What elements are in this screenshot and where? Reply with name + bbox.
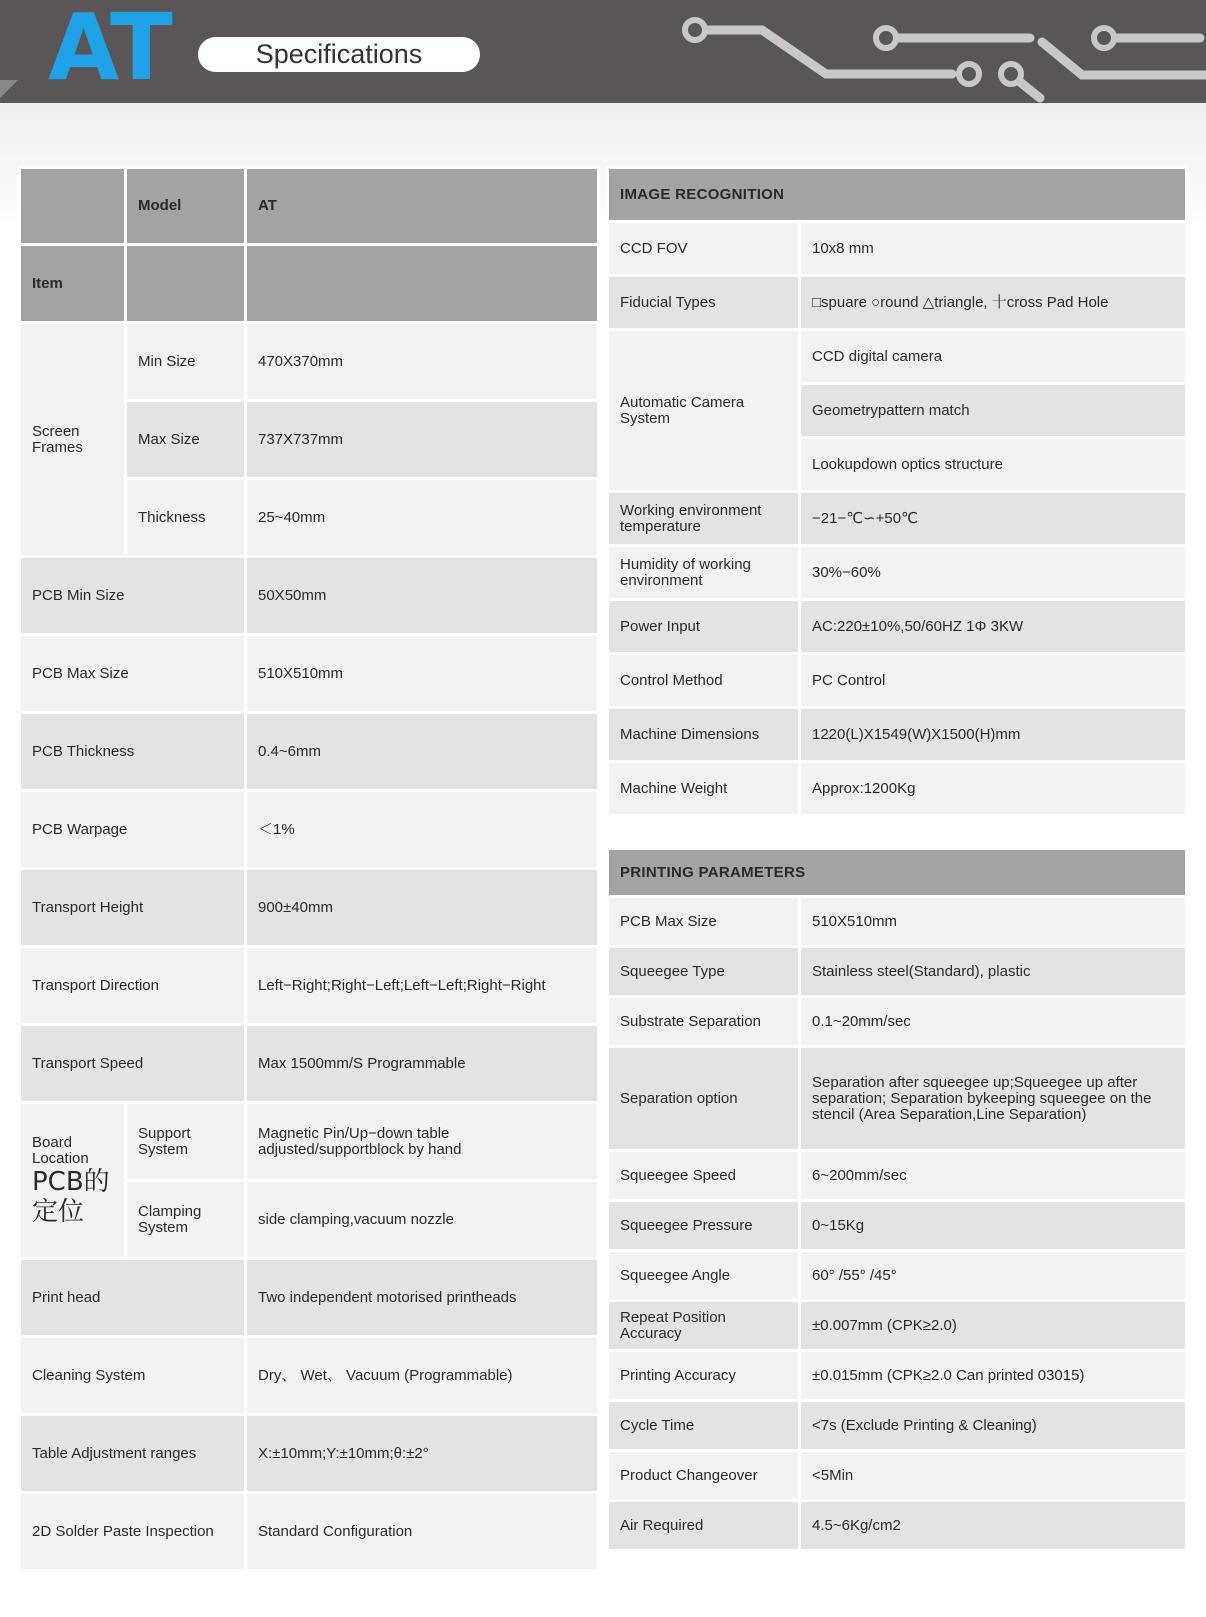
item-label: Item	[21, 246, 124, 321]
row-value: Separation after squeegee up;Squeegee up after separation; Separation bykeeping squeegee on the stencil (Area Separation,Line Separation)	[801, 1048, 1185, 1149]
row-value: 50X50mm	[247, 558, 597, 633]
row-value: 4.5~6Kg/cm2	[801, 1502, 1185, 1549]
row-value: −21−℃∽+50℃	[801, 493, 1185, 544]
row-value: 60° /55° /45°	[801, 1252, 1185, 1299]
table-header-row	[21, 169, 597, 243]
row-label: PCB Warpage	[21, 792, 244, 867]
table-row	[609, 1048, 1185, 1149]
section-header-row	[609, 850, 1185, 895]
section-title: PRINTING PARAMETERS	[609, 850, 1185, 895]
row-label: CCD FOV	[609, 223, 798, 274]
row-label: Cycle Time	[609, 1402, 798, 1449]
row-label: Thickness	[127, 480, 244, 555]
table-row	[609, 223, 1185, 274]
row-label: Table Adjustment ranges	[21, 1416, 244, 1491]
item-blank-cell	[127, 246, 244, 321]
table-row	[21, 558, 597, 633]
table-row	[609, 998, 1185, 1045]
row-label: Power Input	[609, 601, 798, 652]
table-row	[609, 655, 1185, 706]
row-label: PCB Min Size	[21, 558, 244, 633]
row-value: 25~40mm	[247, 480, 597, 555]
row-label: Clamping System	[127, 1182, 244, 1257]
row-label: Automatic Camera System	[609, 331, 798, 490]
image-recognition-table	[606, 166, 1188, 817]
row-label: Squeegee Speed	[609, 1152, 798, 1199]
row-value: 737X737mm	[247, 402, 597, 477]
table-row	[609, 547, 1185, 598]
table-row	[21, 1104, 597, 1179]
row-value: Dry、 Wet、 Vacuum (Programmable)	[247, 1338, 597, 1413]
row-value: 510X510mm	[247, 636, 597, 711]
row-value: 6~200mm/sec	[801, 1152, 1185, 1199]
row-value: 30%−60%	[801, 547, 1185, 598]
row-value: Magnetic Pin/Up−down table adjusted/supportblock by hand	[247, 1104, 597, 1179]
row-value: PC Control	[801, 655, 1185, 706]
header-banner	[0, 0, 1206, 103]
row-value: 900±40mm	[247, 870, 597, 945]
table-row	[609, 1402, 1185, 1449]
table-row	[609, 493, 1185, 544]
row-value: □spuare ○round △triangle, 十cross Pad Hole	[801, 277, 1185, 328]
row-label: Squeegee Pressure	[609, 1202, 798, 1249]
row-value: <5Min	[801, 1452, 1185, 1499]
row-label: Cleaning System	[21, 1338, 244, 1413]
board-location-label-cn: PCB的定位	[32, 1166, 110, 1227]
row-label: 2D Solder Paste Inspection	[21, 1494, 244, 1569]
row-label: Printing Accuracy	[609, 1352, 798, 1399]
row-value: 1220(L)X1549(W)X1500(H)mm	[801, 709, 1185, 760]
row-value: Left−Right;Right−Left;Left−Left;Right−Right	[247, 948, 597, 1023]
row-label: Min Size	[127, 324, 244, 399]
table-row	[609, 898, 1185, 945]
table-row	[609, 1252, 1185, 1299]
row-value: 0.1~20mm/sec	[801, 998, 1185, 1045]
screen-frames-label: Screen Frames	[21, 324, 124, 555]
item-blank-cell	[247, 246, 597, 321]
row-label: Repeat Position Accuracy	[609, 1302, 798, 1349]
table-row	[609, 1152, 1185, 1199]
row-value: ±0.007mm (CPK≥2.0)	[801, 1302, 1185, 1349]
row-label: Machine Weight	[609, 763, 798, 814]
table-row	[21, 792, 597, 867]
table-row	[609, 709, 1185, 760]
table-row	[609, 1352, 1185, 1399]
table-row	[609, 1452, 1185, 1499]
row-value: 0~15Kg	[801, 1202, 1185, 1249]
row-value: 0.4~6mm	[247, 714, 597, 789]
row-value: Lookupdown optics structure	[801, 439, 1185, 490]
table-row	[21, 636, 597, 711]
row-value: 470X370mm	[247, 324, 597, 399]
row-label: Transport Height	[21, 870, 244, 945]
row-value: X:±10mm;Y:±10mm;θ:±2°	[247, 1416, 597, 1491]
row-value: Standard Configuration	[247, 1494, 597, 1569]
row-label: Fiducial Types	[609, 277, 798, 328]
table-row	[609, 277, 1185, 328]
row-label: Squeegee Type	[609, 948, 798, 995]
row-value: AC:220±10%,50/60HZ 1Φ 3KW	[801, 601, 1185, 652]
table-row	[21, 1260, 597, 1335]
row-value: ＜1%	[247, 792, 597, 867]
board-location-cell	[21, 1104, 124, 1257]
row-label: PCB Thickness	[21, 714, 244, 789]
table-item-row	[21, 246, 597, 321]
table-row	[21, 870, 597, 945]
row-label: PCB Max Size	[21, 636, 244, 711]
row-value: 10x8 mm	[801, 223, 1185, 274]
row-label: Substrate Separation	[609, 998, 798, 1045]
row-label: Working environment temperature	[609, 493, 798, 544]
table-row	[21, 948, 597, 1023]
row-value: 510X510mm	[801, 898, 1185, 945]
row-label: Product Changeover	[609, 1452, 798, 1499]
table-row	[609, 1302, 1185, 1349]
row-value: CCD digital camera	[801, 331, 1185, 382]
board-location-label: Board Location	[32, 1133, 89, 1167]
logo: AT	[48, 0, 171, 101]
page-title: Specifications	[198, 37, 480, 72]
table-row	[609, 1502, 1185, 1549]
row-label: Separation option	[609, 1048, 798, 1149]
circuit-graphic	[0, 0, 1206, 103]
table-row	[609, 331, 1185, 382]
table-row	[609, 601, 1185, 652]
table-row	[21, 1026, 597, 1101]
row-label: Air Required	[609, 1502, 798, 1549]
row-value: Two independent motorised printheads	[247, 1260, 597, 1335]
table-row	[21, 1416, 597, 1491]
table-row	[609, 948, 1185, 995]
row-label: Machine Dimensions	[609, 709, 798, 760]
table-row	[609, 763, 1185, 814]
row-label: Transport Direction	[21, 948, 244, 1023]
row-value: ±0.015mm (CPK≥2.0 Can printed 03015)	[801, 1352, 1185, 1399]
row-value: Stainless steel(Standard), plastic	[801, 948, 1185, 995]
table-row	[21, 1494, 597, 1569]
model-value: AT	[247, 169, 597, 243]
row-label: Print head	[21, 1260, 244, 1335]
section-header-row	[609, 169, 1185, 220]
row-label: Transport Speed	[21, 1026, 244, 1101]
row-label: Control Method	[609, 655, 798, 706]
row-value: Geometrypattern match	[801, 385, 1185, 436]
spec-table-main	[18, 166, 600, 1572]
row-label: Squeegee Angle	[609, 1252, 798, 1299]
model-label: Model	[127, 169, 244, 243]
table-row	[21, 1338, 597, 1413]
row-label: Support System	[127, 1104, 244, 1179]
table-row	[609, 1202, 1185, 1249]
row-value: Max 1500mm/S Programmable	[247, 1026, 597, 1101]
row-value: Approx:1200Kg	[801, 763, 1185, 814]
table-row	[21, 324, 597, 399]
row-label: Max Size	[127, 402, 244, 477]
row-label: Humidity of working environment	[609, 547, 798, 598]
section-title: IMAGE RECOGNITION	[609, 169, 1185, 220]
table-row	[21, 714, 597, 789]
row-value: <7s (Exclude Printing & Cleaning)	[801, 1402, 1185, 1449]
header-blank-cell	[21, 169, 124, 243]
row-value: side clamping,vacuum nozzle	[247, 1182, 597, 1257]
row-label: PCB Max Size	[609, 898, 798, 945]
printing-parameters-table	[606, 847, 1188, 1552]
